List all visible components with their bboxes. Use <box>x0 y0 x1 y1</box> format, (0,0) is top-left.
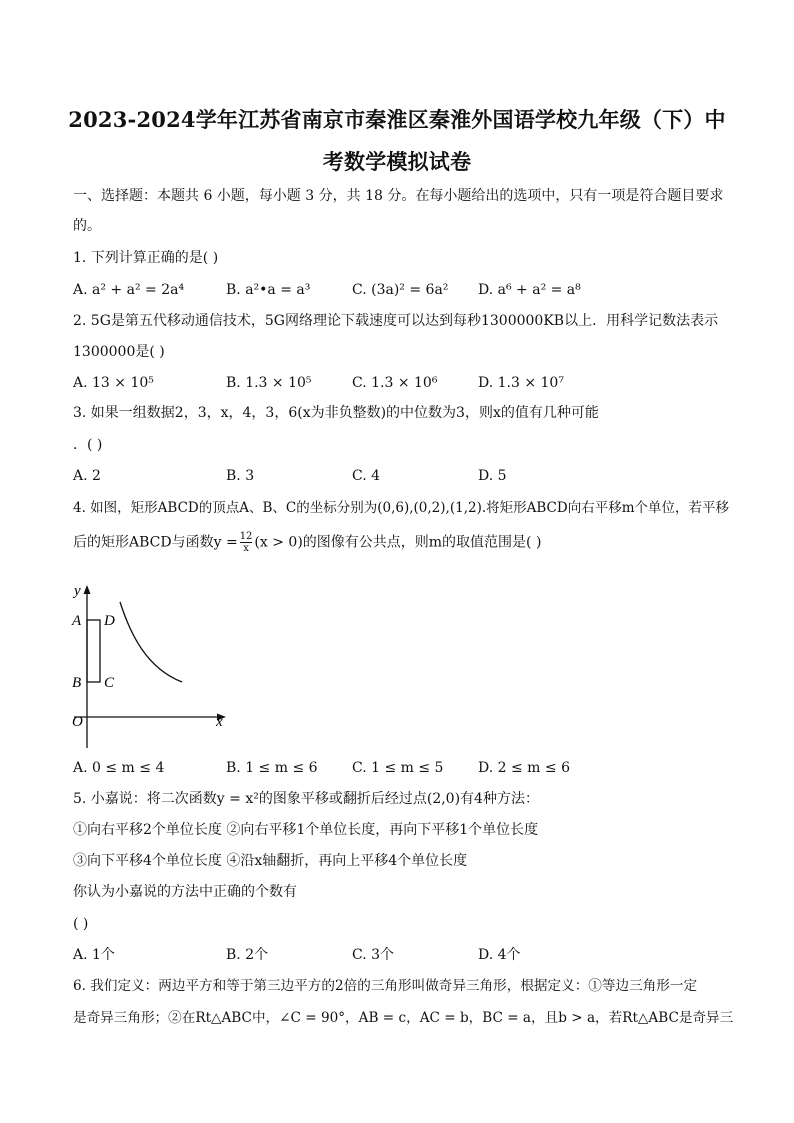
q3-option-c: C. 4 <box>352 468 381 484</box>
q5-option-a: A. 1个 <box>73 947 115 963</box>
q5-option-c: C. 3个 <box>352 947 395 963</box>
exam-title-line2: 考数学模拟试卷 <box>322 149 472 174</box>
q3-option-d: D. 5 <box>478 468 507 484</box>
label-a: A <box>72 613 82 629</box>
q1-option-a: A. a² + a² = 2a⁴ <box>73 282 185 298</box>
question-6-line1: 6. 我们定义：两边平方和等于第三边平方的2倍的三角形叫做奇异三角形，根据定义：①等边三角形一定 <box>73 978 698 994</box>
q5-methods-1-2: ①向右平移2个单位长度 ②向右平移1个单位长度，再向下平移1个单位长度 <box>73 822 539 838</box>
q2-option-a: A. 13 × 10⁵ <box>73 375 154 391</box>
q2-option-b: B. 1.3 × 10⁵ <box>226 375 312 391</box>
q5-answer-paren: ( ) <box>73 916 89 932</box>
q2-option-c: C. 1.3 × 10⁶ <box>352 375 438 391</box>
q5-option-b: B. 2个 <box>226 947 269 963</box>
y-axis-label: y <box>74 583 81 599</box>
question-4-stem-line2 <box>73 531 541 554</box>
question-1-stem: 1. 下列计算正确的是( ) <box>73 250 219 266</box>
q1-option-c: C. (3a)² = 6a² <box>352 282 449 298</box>
q5-option-d: D. 4个 <box>478 947 521 963</box>
rectangle-abcd <box>87 620 100 682</box>
exam-title-line1: 2023-2024学年江苏省南京市秦淮区秦淮外国语学校九年级（下）中 <box>68 107 726 132</box>
q4-option-c: C. 1 ≤ m ≤ 5 <box>352 760 444 776</box>
label-origin: O <box>72 714 83 730</box>
question-2-stem-line2: 1300000是( ) <box>73 344 165 360</box>
q4-figure <box>64 578 244 758</box>
q1-option-b: B. a²•a = a³ <box>226 282 311 298</box>
q4-option-d: D. 2 ≤ m ≤ 6 <box>478 760 570 776</box>
x-axis-label: x <box>216 714 223 730</box>
y-axis-arrow <box>84 585 91 594</box>
q4-fraction <box>240 531 253 554</box>
section-instructions-line1: 一、选择题：本题共 6 小题，每小题 3 分，共 18 分。在每小题给出的选项中，只有一项是符合题目要求 <box>73 188 724 204</box>
q4-stem-post: (x > 0)的图像有公共点，则m的取值范围是( ) <box>254 534 542 551</box>
hyperbola-curve <box>120 602 182 682</box>
q4-option-a: A. 0 ≤ m ≤ 4 <box>73 760 165 776</box>
label-b: B <box>72 675 82 691</box>
section-instructions-line2: 的。 <box>73 218 101 234</box>
q4-fraction-numerator: 12 <box>239 531 253 542</box>
q1-option-d: D. a⁶ + a² = a⁸ <box>478 282 581 298</box>
q3-option-b: B. 3 <box>226 468 255 484</box>
question-3-stem-line2: ．( ) <box>73 437 103 453</box>
label-c: C <box>104 675 115 691</box>
q4-stem-pre: 后的矩形ABCD与函数y = <box>73 534 238 551</box>
question-6-line2: 是奇异三角形；②在Rt△ABC中，∠C = 90°，AB = c，AC = b，BC = a，且b > a，若Rt△ABC是奇异三 <box>73 1010 734 1026</box>
q5-methods-3-4: ③向下平移4个单位长度 ④沿x轴翻折，再向上平移4个单位长度 <box>73 853 468 869</box>
question-3-stem-line1: 3. 如果一组数据2，3，x，4，3，6(x为非负整数)的中位数为3，则x的值有几种可能 <box>73 405 599 421</box>
question-5-stem: 5. 小嘉说：将二次函数y = x²的图象平移或翻折后经过点(2,0)有4种方法： <box>73 791 539 807</box>
q4-option-b: B. 1 ≤ m ≤ 6 <box>226 760 318 776</box>
question-4-stem-line1: 4. 如图，矩形ABCD的顶点A、B、C的坐标分别为(0,6),(0,2),(1,2).将矩形ABCD向右平移m个单位，若平移 <box>73 500 730 516</box>
q3-option-a: A. 2 <box>73 468 101 484</box>
q4-fraction-denominator: x <box>243 543 249 554</box>
question-2-stem-line1: 2. 5G是第五代移动通信技术，5G网络理论下载速度可以达到每秒1300000KB以上．用科学记数法表示 <box>73 313 719 329</box>
label-d: D <box>104 613 115 629</box>
q5-question: 你认为小嘉说的方法中正确的个数有 <box>73 884 297 900</box>
q2-option-d: D. 1.3 × 10⁷ <box>478 375 564 391</box>
